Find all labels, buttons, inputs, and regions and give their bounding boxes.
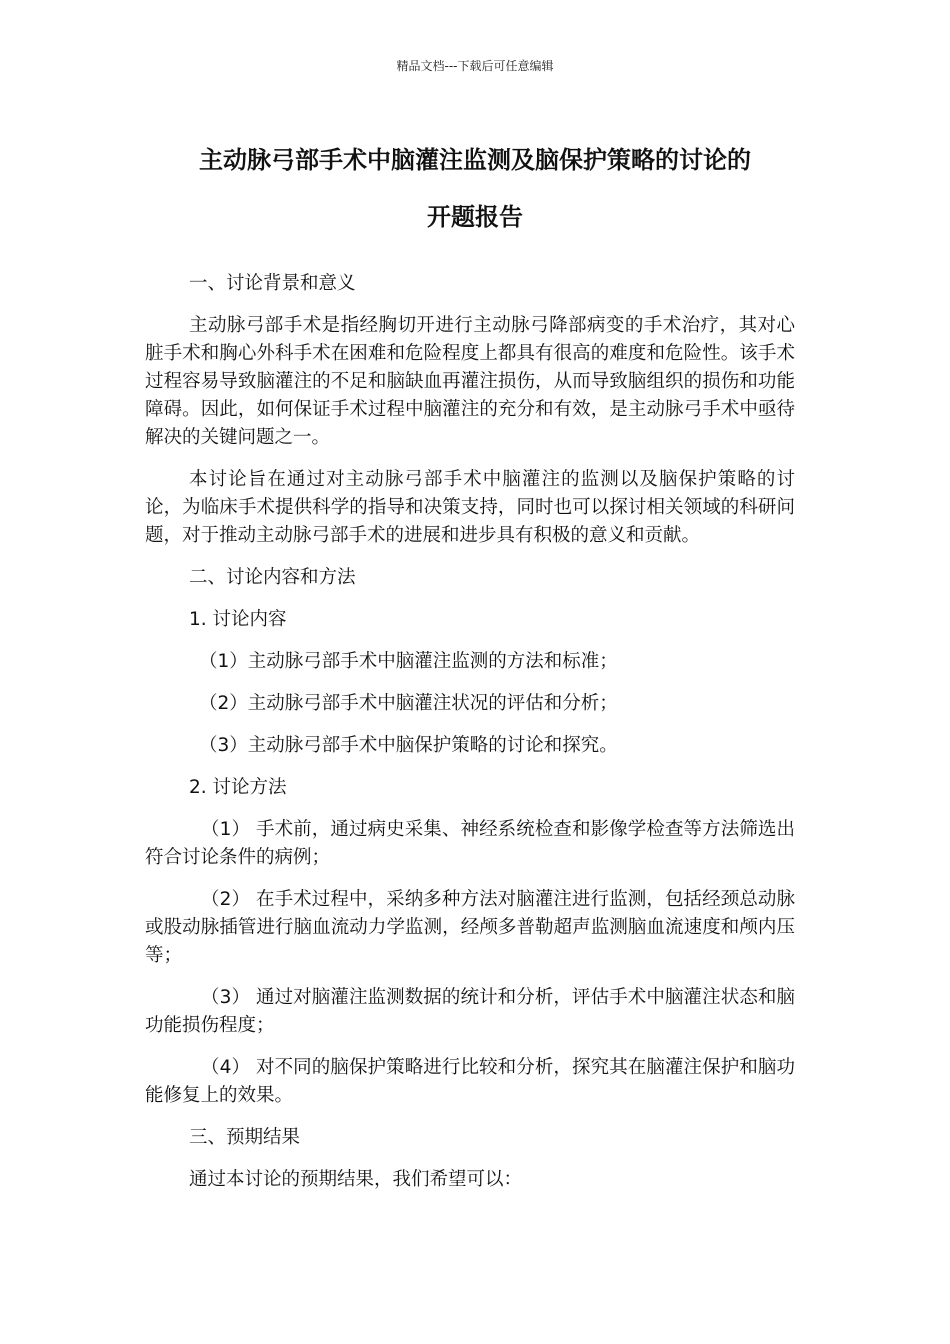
- method-item-4: （4） 对不同的脑保护策略进行比较和分析，探究其在脑灌注保护和脑功能修复上的效果。: [145, 1057, 795, 1106]
- section-heading-expected-results: 三、预期结果: [189, 1127, 301, 1148]
- method-item-2: （2） 在手术过程中，采纳多种方法对脑灌注进行监测，包括经颈总动脉或股动脉插管进行脑血流动力学监测，经颅多普勒超声监测脑血流速度和颅内压等；: [145, 889, 795, 966]
- section-heading-background: 一、讨论背景和意义: [189, 273, 356, 294]
- content-item-1: （1）主动脉弓部手术中脑灌注监测的方法和标准；: [199, 651, 618, 672]
- document-title-line-1: 主动脉弓部手术中脑灌注监测及脑保护策略的讨论的: [199, 146, 751, 174]
- document-body: [145, 270, 795, 1208]
- subheading-methods: 2. 讨论方法: [189, 777, 287, 798]
- paragraph-purpose: 本讨论旨在通过对主动脉弓部手术中脑灌注的监测以及脑保护策略的讨论，为临床手术提供科学的指导和决策支持，同时也可以探讨相关领域的科研问题，对于推动主动脉弓部手术的进展和进步具有积极的意义和贡献。: [145, 469, 795, 546]
- content-item-3: （3）主动脉弓部手术中脑保护策略的讨论和探究。: [199, 735, 618, 756]
- content-item-2: （2）主动脉弓部手术中脑灌注状况的评估和分析；: [199, 693, 618, 714]
- section-heading-content-methods: 二、讨论内容和方法: [189, 567, 356, 588]
- page-header-note: 精品文档---下载后可任意编辑: [396, 59, 554, 73]
- method-item-3: （3） 通过对脑灌注监测数据的统计和分析，评估手术中脑灌注状态和脑功能损伤程度；: [145, 987, 795, 1036]
- paragraph-background: 主动脉弓部手术是指经胸切开进行主动脉弓降部病变的手术治疗，其对心脏手术和胸心外科手术在困难和危险程度上都具有很高的难度和危险性。该手术过程容易导致脑灌注的不足和脑缺血再灌注损伤，从而导致脑组织的损伤和功能障碍。因此，如何保证手术过程中脑灌注的充分和有效，是主动脉弓手术中亟待解决的关键问题之一。: [145, 315, 795, 448]
- paragraph-expected-results: 通过本讨论的预期结果，我们希望可以：: [189, 1169, 523, 1190]
- subheading-content: 1. 讨论内容: [189, 609, 287, 630]
- method-item-1: （1） 手术前，通过病史采集、神经系统检查和影像学检查等方法筛选出符合讨论条件的病例；: [145, 819, 795, 868]
- document-title-line-2: 开题报告: [427, 203, 523, 231]
